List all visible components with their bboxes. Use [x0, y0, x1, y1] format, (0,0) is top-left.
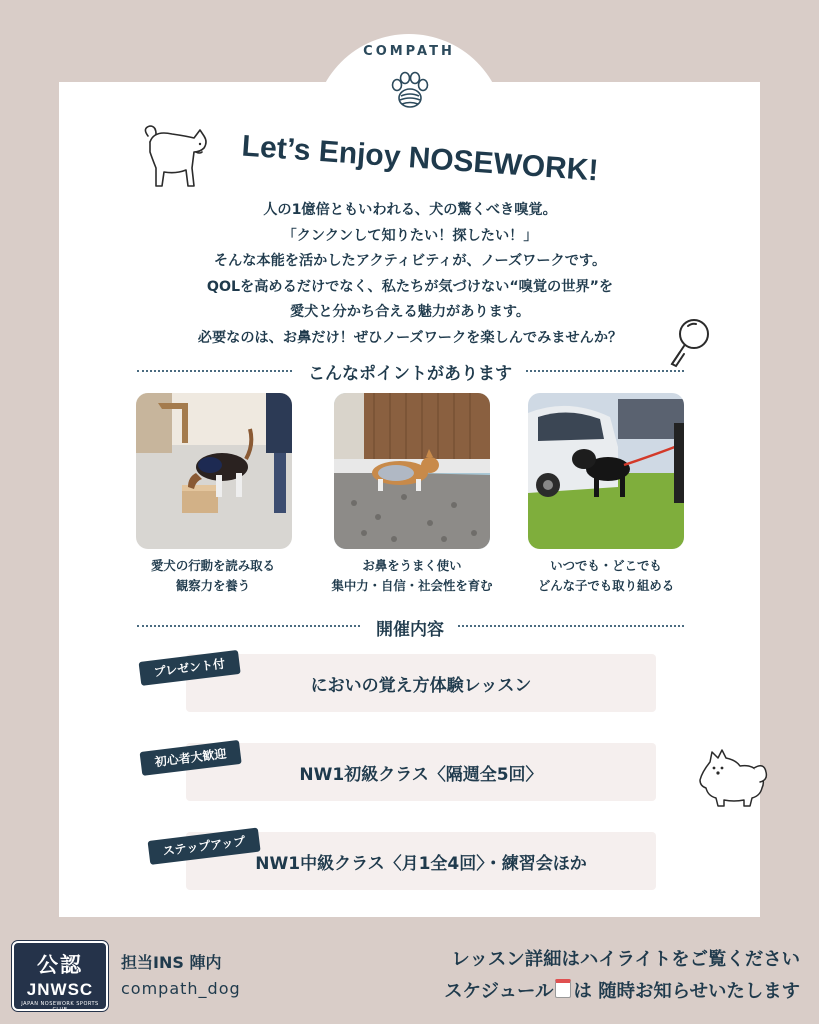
events-title [130, 615, 690, 640]
point-caption [113, 556, 313, 596]
calendar-icon [555, 979, 571, 998]
point-caption [506, 556, 706, 596]
notice [320, 944, 800, 1008]
paw-icon [388, 68, 432, 112]
caption-line: どんな子でも取り組める [537, 578, 675, 593]
intro-text [120, 198, 700, 352]
badge-letters: JNWSC [26, 980, 94, 999]
notice-line-1: レッスン詳細はハイライトをご覧ください [451, 949, 800, 970]
events-title-text: 開催内容 [362, 620, 458, 640]
pomeranian-illustration [692, 738, 772, 808]
point-caption [312, 556, 512, 596]
event-item [186, 654, 656, 712]
intro-line: QOLを高めるだけでなく、私たちが気づけない“嗅覚の世界”を [206, 278, 614, 295]
contact-handle: compath_dog [121, 979, 241, 998]
points-title [130, 359, 690, 384]
intro-line: そんな本能を活かしたアクティビティが、ノーズワークです。 [213, 253, 607, 270]
notice-text: スケジュール [444, 981, 554, 1002]
event-item [186, 743, 656, 801]
photo-black-dog [528, 393, 684, 549]
badge-kanji: 公認 [37, 953, 83, 977]
event-badge: プレゼント付 [139, 650, 241, 686]
notice-text: は 随時お知らせいたします [573, 981, 800, 1002]
caption-line: 愛犬の行動を読み取る [151, 558, 275, 573]
caption-line: いつでも・どこでも [550, 558, 662, 573]
notice-line-2 [320, 976, 800, 1008]
intro-line: 「クンクンして知りたい！探したい！」 [282, 227, 538, 244]
event-title: NW1初級クラス〈隔週全5回〉 [299, 764, 543, 785]
intro-line: 人の1億倍ともいわれる、犬の驚くべき嗅覚。 [263, 202, 557, 218]
intro-line: 愛犬と分かち合える魅力があります。 [289, 304, 531, 321]
brand-name: COMPATH [363, 44, 455, 59]
photo-corgi [334, 393, 490, 549]
contact-label: 担当INS 陣内 [121, 953, 222, 972]
event-badge: 初心者大歓迎 [140, 740, 242, 776]
event-badge: ステップアップ [148, 828, 261, 865]
event-title: においの覚え方体験レッスン [310, 675, 532, 696]
caption-line: 集中力・自信・社会性を育む [331, 578, 493, 593]
points-title-text: こんなポイントがあります [294, 364, 526, 384]
photo-beagle [136, 393, 292, 549]
badge-sub: JAPAN NOSEWORK SPORTS CLUB [21, 1001, 99, 1013]
event-title: NW1中級クラス〈月1全4回〉・練習会ほか [255, 853, 587, 874]
official-badge [12, 941, 108, 1011]
contact-info [121, 950, 241, 1002]
headline: Let’s Enjoy NOSEWORK! [240, 129, 600, 188]
caption-line: 観察力を養う [175, 578, 251, 593]
intro-line: 必要なのは、お鼻だけ！ぜひノーズワークを楽しんでみませんか？ [197, 329, 623, 346]
dog-illustration [138, 122, 212, 194]
caption-line: お鼻をうまく使い [362, 558, 462, 573]
